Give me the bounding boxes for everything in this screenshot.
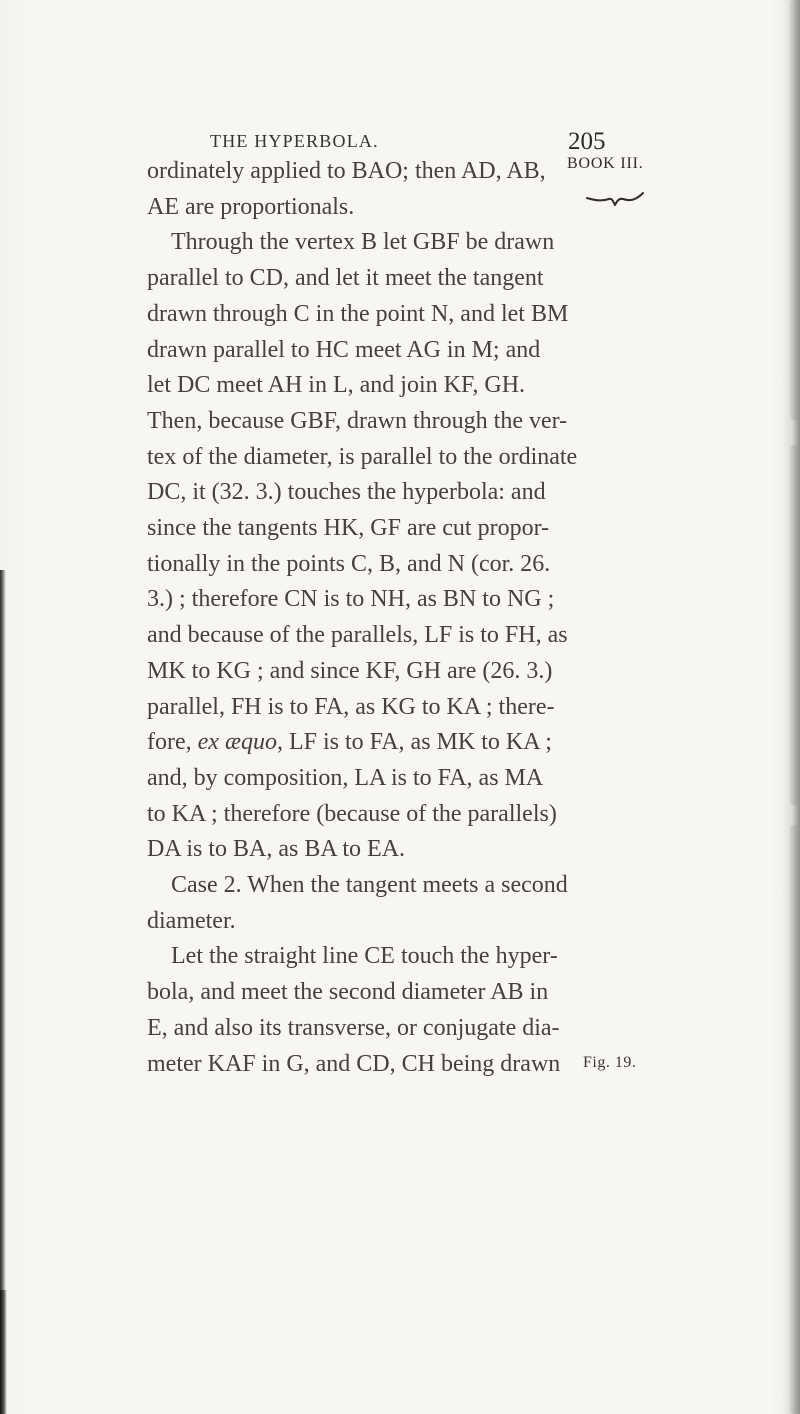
text-line: 3.) ; therefore CN is to NH, as BN to NG ; xyxy=(147,586,555,613)
text-line: Case 2. When the tangent meets a second xyxy=(171,872,568,899)
text-line: DA is to BA, as BA to EA. xyxy=(147,836,406,863)
main-text xyxy=(147,154,578,1082)
text-line: tionally in the points C, B, and N (cor. 26. xyxy=(147,550,551,577)
text-line: Through the vertex B let GBF be drawn xyxy=(171,229,555,256)
page-number: 205 xyxy=(568,128,606,155)
book-note: BOOK III. xyxy=(567,155,644,172)
text-line: Let the straight line CE touch the hyper- xyxy=(171,943,558,970)
figure-note: Fig. 19. xyxy=(583,1054,637,1071)
text-segment: fore, xyxy=(147,729,198,756)
text-line: since the tangents HK, GF are cut propor- xyxy=(147,515,550,542)
text-line: DC, it (32. 3.) touches the hyperbola: and xyxy=(147,479,546,506)
text-line: Then, because GBF, drawn through the ver- xyxy=(147,407,568,434)
text-line: and, by composition, LA is to FA, as MA xyxy=(147,764,544,791)
text-line: tex of the diameter, is parallel to the ordinate xyxy=(147,443,578,470)
page-edge-strip xyxy=(790,825,798,1414)
text-line: AE are proportionals. xyxy=(147,193,355,220)
text-segment: , LF is to FA, as MK to KA ; xyxy=(276,729,552,756)
text-line: drawn parallel to HC meet AG in M; and xyxy=(147,336,541,363)
text-line: diameter. xyxy=(147,907,236,934)
left-shadow-lower xyxy=(0,1290,7,1414)
text-line: MK to KG ; and since KF, GH are (26. 3.) xyxy=(147,657,553,684)
text-line: drawn through C in the point N, and let BM xyxy=(147,300,569,327)
text-line: parallel, FH is to FA, as KG to KA ; there- xyxy=(147,693,555,720)
margin-brace-icon xyxy=(585,191,645,209)
running-header: THE HYPERBOLA. xyxy=(210,131,379,151)
text-line xyxy=(147,725,567,761)
text-line: parallel to CD, and let it meet the tangent xyxy=(147,265,544,292)
text-line: and because of the parallels, LF is to FH, as xyxy=(147,622,568,649)
text-line: to KA ; therefore (because of the parallels) xyxy=(147,800,557,827)
left-shadow xyxy=(0,570,6,1414)
page-edge-strip xyxy=(790,445,798,805)
text-line: bola, and meet the second diameter AB in xyxy=(147,979,549,1006)
text-line: meter KAF in G, and CD, CH being drawn xyxy=(147,1050,561,1077)
latin-phrase: ex æquo xyxy=(197,729,277,756)
text-line: let DC meet AH in L, and join KF, GH. xyxy=(147,372,526,399)
page-edge-strip xyxy=(790,0,798,420)
text-line: E, and also its transverse, or conjugate dia- xyxy=(147,1014,560,1041)
text-line: ordinately applied to BAO; then AD, AB, xyxy=(147,158,546,184)
